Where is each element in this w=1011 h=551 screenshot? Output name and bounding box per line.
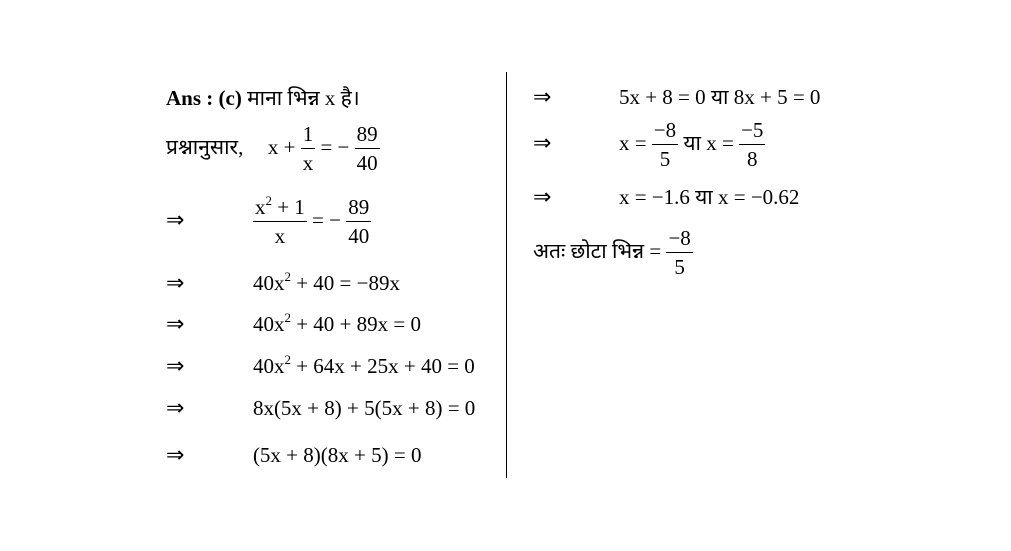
answer-label: Ans : (c) [166,86,242,110]
implies-arrow-icon: ⇒ [533,185,552,210]
r-eq1-text: 5x + 8 = 0 या 8x + 5 = 0 [618,85,821,109]
r-eq2-pre: x = [618,130,647,155]
conclusion-denominator: 5 [674,255,685,279]
eq7-text: (5x + 8)(8x + 5) = 0 [252,443,422,467]
r-eq2-fraction-1 [652,120,678,170]
implies-arrow-icon: ⇒ [533,85,552,110]
eq3-exponent: 2 [284,269,291,284]
conclusion-numerator: −8 [666,228,692,253]
r-eq2-line [533,120,765,170]
implies-arrow-icon: ⇒ [533,130,552,156]
eq2-num-base: x [254,195,266,219]
conclusion-line [533,228,693,278]
conclusion-label: अतः छोटा भिन्न [533,238,645,263]
eq1-lhs-denominator: x [302,151,314,175]
r-eq3-line [533,187,799,209]
eq2-line [166,193,371,248]
eq3-tail: + 40 = −89x [290,271,400,295]
eq2-num-tail: + 1 [271,195,305,219]
eq5-tail: + 64x + 25x + 40 = 0 [290,354,475,378]
column-divider [506,72,507,478]
eq1-rhs-fraction [355,124,380,174]
eq7-line [166,445,421,467]
implies-arrow-icon: ⇒ [166,312,185,337]
implies-arrow-icon: ⇒ [166,443,185,468]
eq1-equals: = − [320,134,350,159]
eq1-rhs-denominator: 40 [356,151,378,175]
eq5-line [166,352,475,379]
eq4-exponent: 2 [284,310,291,325]
r-eq2-denominator-2: 8 [747,147,758,171]
condition-line [166,124,380,174]
r-eq2-mid: या x = [683,130,734,155]
eq1-lhs-fraction [301,124,316,174]
eq2-lhs-numerator [253,193,307,222]
answer-text: माना भिन्न x है। [247,86,360,110]
eq2-equals: = − [312,207,341,232]
conclusion-equals: = [649,238,662,263]
eq5-exponent: 2 [284,352,291,367]
implies-arrow-icon: ⇒ [166,207,185,233]
r-eq1-line [533,87,820,109]
eq2-rhs-fraction [346,197,371,247]
eq2-lhs-fraction [253,193,307,248]
eq2-lhs-denominator: x [274,224,286,248]
eq4-base: 40x [252,312,285,336]
eq1-lhs-pre: x + [267,134,296,159]
eq6-line [166,398,475,420]
implies-arrow-icon: ⇒ [166,396,185,421]
r-eq2-fraction-2 [739,120,765,170]
condition-label: प्रश्नानुसार, [166,134,244,159]
eq4-tail: + 40 + 89x = 0 [290,312,421,336]
r-eq3-text: x = −1.6 या x = −0.62 [618,185,800,209]
eq1-lhs-numerator: 1 [301,124,316,149]
eq5-base: 40x [252,354,285,378]
r-eq2-numerator-1: −8 [652,120,678,145]
eq2-num-exponent: 2 [265,193,272,208]
r-eq2-numerator-2: −5 [739,120,765,145]
conclusion-fraction [666,228,692,278]
answer-line [166,88,360,109]
eq6-text: 8x(5x + 8) + 5(5x + 8) = 0 [252,396,476,420]
eq2-rhs-denominator: 40 [348,224,370,248]
r-eq2-denominator-1: 5 [659,147,671,171]
eq3-base: 40x [252,271,285,295]
implies-arrow-icon: ⇒ [166,271,185,296]
eq1-rhs-numerator: 89 [355,124,380,149]
eq3-line [166,269,400,296]
eq4-line [166,310,421,337]
eq2-rhs-numerator: 89 [346,197,371,222]
implies-arrow-icon: ⇒ [166,354,185,379]
